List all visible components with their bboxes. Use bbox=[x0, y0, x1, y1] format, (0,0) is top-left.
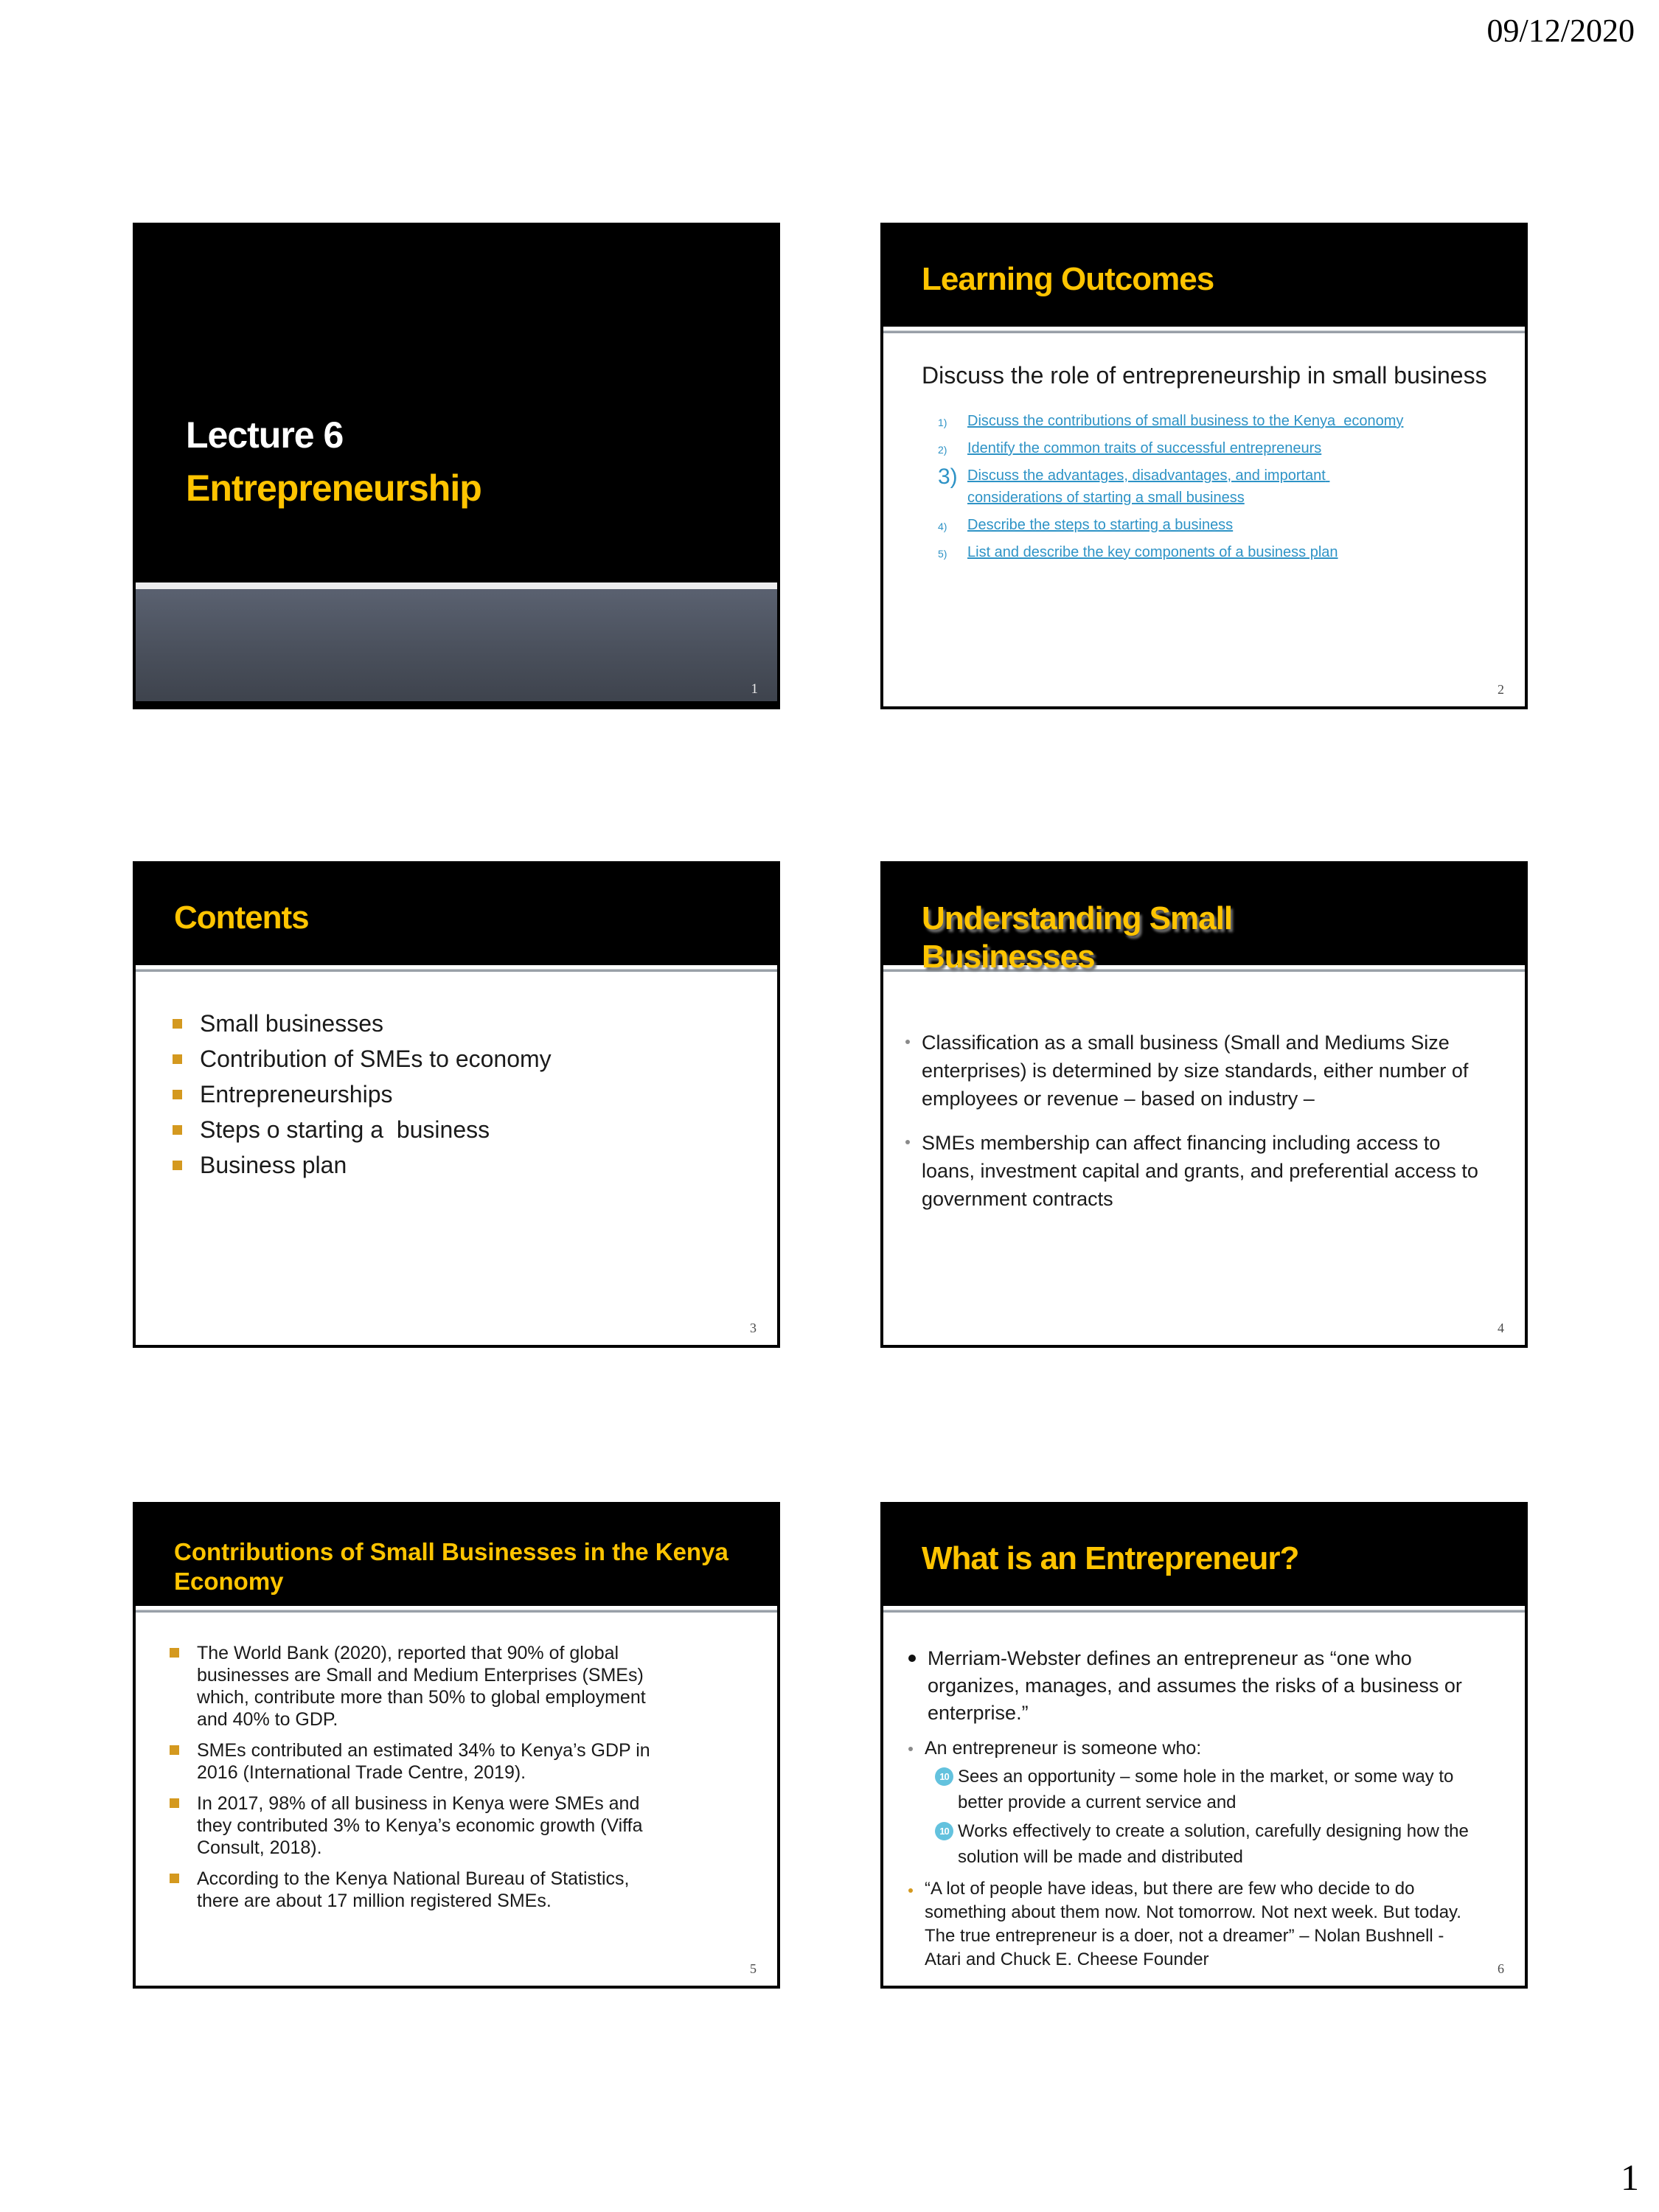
square-bullet-icon bbox=[170, 1798, 179, 1808]
list-item bbox=[170, 1642, 777, 1731]
list-item bbox=[938, 514, 1525, 536]
page-number: 1 bbox=[1621, 2157, 1639, 2198]
slide-number: 2 bbox=[1498, 682, 1504, 697]
item-text: Classification as a small business (Small and Mediums Size enterprises) is determined by size standards, either number of employees or revenue – based on industry – bbox=[922, 1032, 1474, 1110]
contents-list bbox=[173, 1006, 777, 1183]
list-item bbox=[938, 465, 1525, 509]
item-number: 5) bbox=[938, 548, 947, 560]
item-label: Business plan bbox=[200, 1152, 347, 1178]
quote-text: “A lot of people have ideas, but there are few who decide to do something about them now. Not tomorrow. Not next week. But today. The true entrepreneur is a doer, not a dreamer” – Nolan Bushnell - Atari and Chuck E. Cheese Founder bbox=[925, 1879, 1467, 1969]
list-item bbox=[938, 541, 1525, 563]
slide-5-contributions-kenya-economy bbox=[133, 1502, 780, 1989]
item-label: Small businesses bbox=[200, 1010, 383, 1037]
list-item bbox=[173, 1077, 777, 1112]
slide-number: 4 bbox=[1498, 1321, 1504, 1335]
outcome-link[interactable]: Discuss the contributions of small business to the Kenya economy bbox=[967, 413, 1404, 429]
slide-6-what-is-an-entrepreneur bbox=[880, 1502, 1528, 1989]
item-text: The World Bank (2020), reported that 90% of global businesses are Small and Medium Enterprises (SMEs) which, contribute more than 50% to global employment and 40% to GDP. bbox=[197, 1643, 656, 1730]
header-divider bbox=[883, 327, 1525, 333]
square-bullet-icon bbox=[173, 1019, 182, 1029]
square-bullet-icon bbox=[173, 1161, 182, 1170]
list-item bbox=[938, 410, 1525, 432]
item-text: SMEs contributed an estimated 34% to Kenya’s GDP in 2016 (International Trade Centre, 2019). bbox=[197, 1740, 655, 1783]
slide-header bbox=[883, 1505, 1525, 1606]
dot-bullet-icon bbox=[908, 1747, 913, 1751]
gradient-band bbox=[136, 589, 777, 701]
lead-text: Discuss the role of entrepreneurship in small business bbox=[922, 362, 1487, 389]
dot-bullet-icon bbox=[905, 1040, 910, 1044]
divider-strip bbox=[136, 582, 777, 589]
square-bullet-icon bbox=[170, 1648, 179, 1658]
sub-item-text: Sees an opportunity – some hole in the market, or some way to better provide a current service and bbox=[958, 1767, 1459, 1812]
list-item bbox=[170, 1739, 777, 1784]
list-item bbox=[908, 1736, 1525, 1761]
item-label: Contribution of SMEs to economy bbox=[200, 1046, 552, 1072]
list-item bbox=[905, 1029, 1525, 1113]
item-text: An entrepreneur is someone who: bbox=[925, 1738, 1202, 1759]
item-text: SMEs membership can affect financing including access to loans, investment capital and grants, and preferential access to government contracts bbox=[922, 1132, 1484, 1210]
list-item bbox=[938, 437, 1525, 459]
item-text: According to the Kenya National Bureau of Statistics, there are about 17 million registered SMEs. bbox=[197, 1868, 635, 1911]
item-number: 1) bbox=[938, 417, 947, 428]
square-bullet-icon bbox=[173, 1054, 182, 1064]
item-text: Merriam-Webster defines an entrepreneur as “one who organizes, manages, and assumes the risks of a business or enterprise.” bbox=[928, 1647, 1468, 1724]
circled-10-icon: 10 bbox=[935, 1822, 953, 1840]
slide-title: Contributions of Small Businesses in the Kenya Economy bbox=[174, 1538, 728, 1595]
item-number: 3) bbox=[938, 465, 958, 489]
square-bullet-icon bbox=[170, 1874, 179, 1883]
list-item bbox=[170, 1792, 777, 1859]
dot-bullet-icon bbox=[905, 1140, 910, 1144]
learning-outcomes-list bbox=[938, 410, 1525, 563]
slide-number: 3 bbox=[750, 1321, 757, 1335]
slide-title: What is an Entrepreneur? bbox=[922, 1540, 1299, 1576]
list-item bbox=[173, 1112, 777, 1147]
outcome-link[interactable]: Identify the common traits of successful entrepreneurs bbox=[967, 440, 1322, 456]
outcome-link[interactable]: List and describe the key components of a business plan bbox=[967, 544, 1338, 560]
page-date: 09/12/2020 bbox=[1486, 13, 1635, 49]
list-item bbox=[905, 1129, 1525, 1213]
header-divider bbox=[136, 1606, 777, 1613]
list-item bbox=[173, 1006, 777, 1041]
body-list bbox=[905, 1029, 1525, 1213]
slide-3-contents bbox=[133, 861, 780, 1348]
sub-list-item bbox=[935, 1818, 1525, 1870]
title-line-1: Understanding Small bbox=[922, 900, 1233, 936]
sub-list-item bbox=[935, 1764, 1525, 1815]
list-item bbox=[173, 1147, 777, 1183]
slide-title: Contents bbox=[174, 900, 309, 936]
slide-header bbox=[136, 1505, 777, 1606]
sub-item-text: Works effectively to create a solution, carefully designing how the solution will be made and distributed bbox=[958, 1821, 1474, 1867]
slide-number: 1 bbox=[751, 681, 758, 697]
square-bullet-icon bbox=[173, 1090, 182, 1099]
header-divider bbox=[136, 965, 777, 972]
slide-1-title-slide bbox=[133, 223, 780, 709]
item-label: Entrepreneurships bbox=[200, 1081, 393, 1107]
dot-bullet-icon bbox=[908, 1888, 913, 1893]
list-item bbox=[908, 1877, 1525, 1972]
slide-title: Learning Outcomes bbox=[922, 261, 1214, 297]
list-item bbox=[908, 1645, 1525, 1727]
slide-title bbox=[922, 900, 1232, 976]
item-number: 2) bbox=[938, 444, 947, 456]
round-bullet-icon bbox=[908, 1655, 916, 1662]
body-list bbox=[170, 1642, 777, 1912]
body-list bbox=[908, 1645, 1525, 1972]
list-item bbox=[170, 1868, 777, 1912]
outcome-link[interactable]: Describe the steps to starting a business bbox=[967, 517, 1234, 533]
square-bullet-icon bbox=[170, 1745, 179, 1755]
lecture-number: Lecture 6 bbox=[186, 414, 344, 456]
slide-number: 5 bbox=[750, 1961, 757, 1976]
slide-2-learning-outcomes bbox=[880, 223, 1528, 709]
slide-number: 6 bbox=[1498, 1961, 1504, 1976]
lecture-title: Entrepreneurship bbox=[186, 467, 481, 509]
slide-1-title-block bbox=[186, 408, 481, 515]
item-text: In 2017, 98% of all business in Kenya were SMEs and they contributed 3% to Kenya’s economic growth (Viffa Consult, 2018). bbox=[197, 1793, 648, 1858]
header-divider bbox=[883, 1606, 1525, 1613]
square-bullet-icon bbox=[173, 1125, 182, 1135]
slide-header bbox=[136, 864, 777, 965]
circled-10-icon: 10 bbox=[935, 1767, 953, 1786]
item-number: 4) bbox=[938, 521, 947, 532]
outcome-link[interactable]: Discuss the advantages, disadvantages, and important considerations of starting a small business bbox=[967, 467, 1330, 506]
slide-4-understanding-small-businesses bbox=[880, 861, 1528, 1348]
title-line-2: Businesses bbox=[922, 939, 1095, 975]
slide-header bbox=[883, 226, 1525, 327]
item-label: Steps o starting a business bbox=[200, 1116, 490, 1143]
list-item bbox=[173, 1041, 777, 1077]
